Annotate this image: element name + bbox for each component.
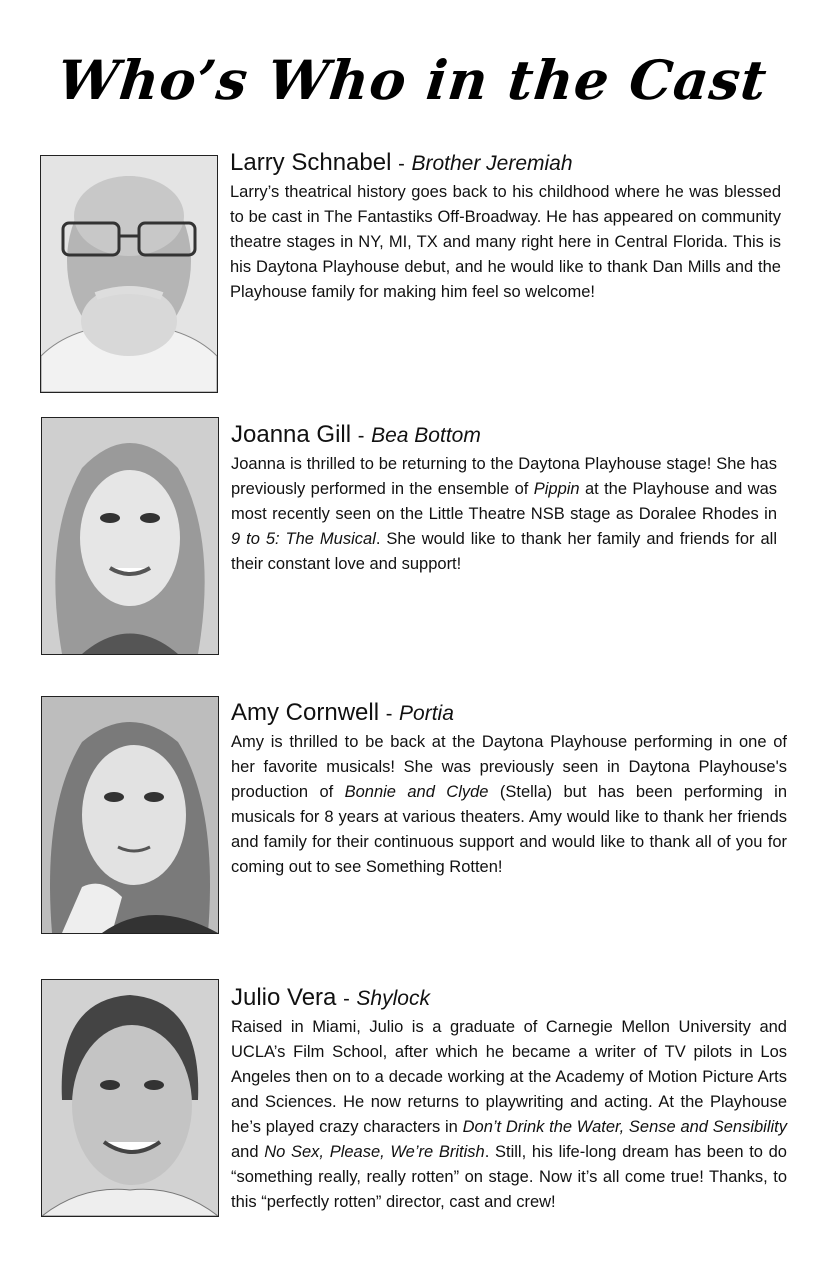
cast-photo-julio <box>41 979 219 1217</box>
bio-text: and <box>231 1143 265 1161</box>
cast-name: Julio Vera <box>231 984 337 1011</box>
cast-role: Brother Jeremiah <box>411 152 573 175</box>
bio-title-italic: Bonnie and Clyde <box>344 783 489 801</box>
portrait-photo-icon <box>42 980 218 1216</box>
name-role-separator: - <box>385 703 393 725</box>
cast-role: Bea Bottom <box>371 424 481 447</box>
name-role-separator: - <box>343 988 350 1010</box>
bio-text: Joanna is thrilled to be returning to the Daytona Playhouse stage! She has previously performed in the ensemble of <box>231 455 777 498</box>
name-role-separator: - <box>357 425 365 447</box>
bio-text: . Still, his life-long dream has been to do “something really, really rotten” on stage. Now it’s all come true! Thanks, to this “perfectly rotten” director, cast and crew! <box>231 1143 787 1211</box>
cast-name: Larry Schnabel <box>230 149 392 176</box>
cast-photo-larry <box>40 155 218 393</box>
portrait-photo-icon <box>41 156 217 392</box>
bio-text: Raised in Miami, Julio is a graduate of Carnegie Mellon University and UCLA’s Film School, after which he became a writer of TV pilots in Los Angeles then on to a decade working at the Academy of Motion Picture Arts and Sciences. He now returns to playwriting and acting. At the Playhouse he’s played crazy characters in <box>231 1018 787 1136</box>
cast-photo-joanna <box>41 417 219 655</box>
bio-title-italic: No Sex, Please, We’re British <box>264 1143 485 1161</box>
bio-text: . She would like to thank her family and friends for all their constant love and support! <box>231 530 777 573</box>
cast-name: Amy Cornwell <box>231 699 380 726</box>
page-title: Who’s Who in the Cast <box>54 48 771 112</box>
cast-name-line <box>230 148 781 179</box>
cast-name-line <box>231 420 777 451</box>
cast-bio <box>231 452 777 577</box>
bio-title-italic: Pippin <box>533 480 580 498</box>
bio-text: (Stella) but has been performing in musicals for 8 years at various theaters. Amy would like to thank her friends and family for their continuous support and would like to thank all of you for coming out to see Something Rotten! <box>231 783 788 876</box>
cast-name-line <box>231 698 787 729</box>
bio-text: at the Playhouse and was most recently seen on the Little Theatre NSB stage as Doralee Rhodes in <box>231 480 778 523</box>
cast-name-line <box>231 983 787 1014</box>
bio-text: Larry’s theatrical history goes back to his childhood where he was blessed to be cast in The Fantastiks Off-Broadway. He has appeared on community theatre stages in NY, MI, TX and many right here in Central Florida. This is his Daytona Playhouse debut, and he would like to thank Dan Mills and the Playhouse family for making him feel so welcome! <box>230 183 781 301</box>
portrait-photo-icon <box>42 697 218 933</box>
bio-text: Amy is thrilled to be back at the Daytona Playhouse performing in one of her favorite musicals! She was previously seen in Daytona Playhouse's production of <box>231 733 787 801</box>
cast-role: Portia <box>399 702 454 725</box>
cast-bio <box>231 730 787 880</box>
portrait-photo-icon <box>42 418 218 654</box>
cast-bio <box>230 180 781 305</box>
bio-title-italic: 9 to 5: The Musical <box>231 530 376 548</box>
cast-name: Joanna Gill <box>231 421 352 448</box>
name-role-separator: - <box>398 153 405 175</box>
cast-role: Shylock <box>356 987 430 1010</box>
bio-title-italic: Don’t Drink the Water, Sense and Sensibility <box>462 1118 787 1136</box>
cast-photo-amy <box>41 696 219 934</box>
cast-bio <box>231 1015 787 1215</box>
